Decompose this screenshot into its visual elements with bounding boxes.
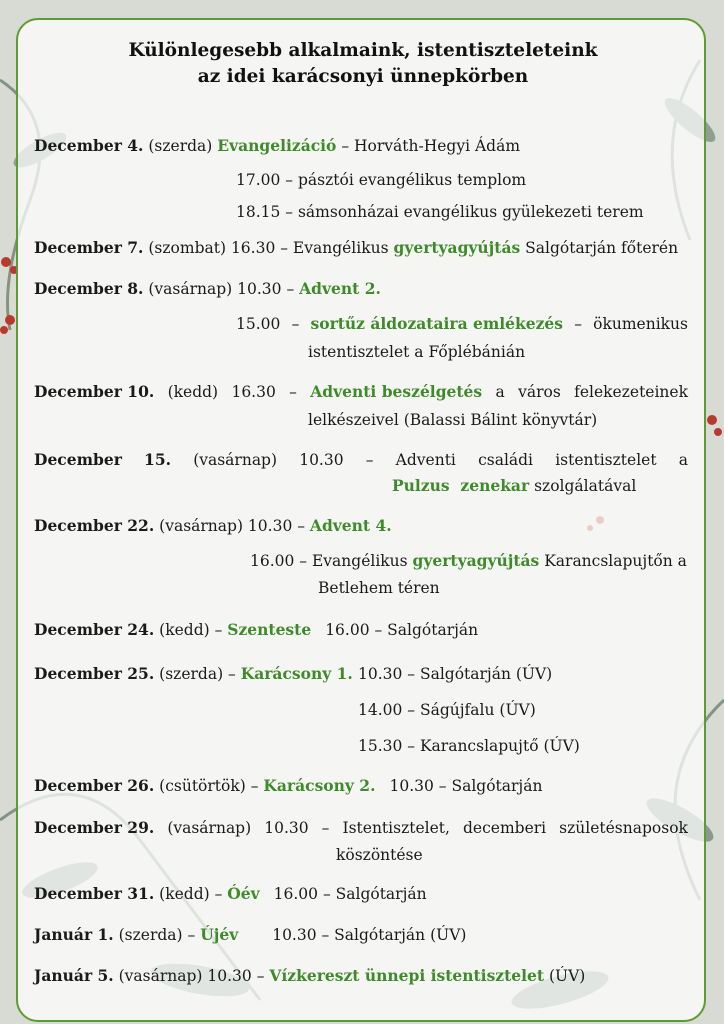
event-dec-25 [34, 664, 353, 684]
event-dec-22 [34, 516, 392, 536]
sub-detail: 16.00 – Evangélikus [250, 552, 413, 570]
sub-detail-end: Karancslapujtőn a [539, 552, 687, 570]
event-word: Istentisztelet, [342, 819, 450, 837]
event-detail: (vasárnap) 10.30 – [113, 967, 270, 985]
event-detail: (vasárnap) 10.30 – [143, 280, 300, 298]
event-detail: (csütörtök) – [154, 777, 264, 795]
event-dec-26 [34, 776, 542, 796]
event-date: December 31. [34, 884, 155, 903]
event-highlight: Advent 2. [299, 279, 381, 298]
sub-dash: – [291, 315, 300, 333]
event-day: (szerda) [143, 137, 218, 155]
event-highlight: Karácsony 2. [263, 776, 376, 795]
event-jan-5 [34, 966, 585, 986]
sub-dash-2: – [574, 315, 582, 333]
event-highlight: gyertyagyújtás [393, 238, 521, 257]
event-date: December 22. [34, 516, 155, 535]
sub-time: 15.00 [236, 315, 281, 333]
event-dash: – [321, 819, 330, 837]
event-dec-22-sub [250, 551, 687, 571]
event-highlight: Evangelizáció [217, 136, 337, 155]
event-detail: (kedd) – [154, 885, 228, 903]
event-word: város [518, 383, 561, 401]
event-detail: (kedd) – [154, 621, 228, 639]
event-word: istentisztelet [555, 451, 657, 469]
event-dec-10 [34, 382, 688, 402]
event-time: 10.30 [299, 451, 344, 469]
event-highlight: Óév [227, 884, 260, 903]
event-word: születésnaposok [559, 819, 688, 837]
event-dec-15-line-2 [392, 476, 636, 496]
schedule-card [16, 18, 706, 1022]
event-detail-end: Salgótarján főterén [520, 239, 679, 257]
event-highlight: Advent 4. [309, 516, 392, 535]
event-day: (vasárnap) [167, 819, 252, 837]
event-date-num: 15. [144, 450, 172, 469]
event-word: Adventi [395, 451, 456, 469]
event-dec-22-sub-line-2: Betlehem téren [318, 579, 440, 597]
event-jan-1 [34, 925, 466, 945]
event-dec-4 [34, 136, 520, 156]
event-date: Január 1. [34, 925, 114, 944]
event-word: családi [478, 451, 534, 469]
event-dec-10-line-2: lelkészeivel (Balassi Bálint könyvtár) [308, 411, 598, 429]
event-dash: – [289, 383, 297, 401]
event-day: (kedd) [167, 383, 219, 401]
event-date: December 4. [34, 136, 144, 155]
event-dec-29 [34, 818, 688, 838]
event-detail-end: 10.30 – Salgótarján (ÚV) [272, 926, 467, 944]
event-highlight: Újév [200, 925, 239, 944]
event-word: decemberi [463, 819, 547, 837]
event-dec-8 [34, 279, 381, 299]
event-detail: szolgálatával [529, 477, 637, 495]
event-dec-31 [34, 884, 427, 904]
event-detail: – Horváth-Hegyi Ádám [336, 137, 521, 155]
event-highlight: Szenteste [227, 620, 312, 639]
event-date: December 25. [34, 664, 155, 683]
event-detail-end: (ÚV) [544, 967, 586, 985]
event-dec-29-line-2: köszöntése [336, 846, 423, 864]
event-date: December 10. [34, 382, 155, 401]
event-time: 16.30 [231, 383, 276, 401]
event-highlight: Pulzus zenekar [392, 476, 530, 495]
event-detail-end: 16.00 – Salgótarján [273, 885, 427, 903]
event-highlight: Vízkereszt ünnepi istentisztelet [269, 966, 545, 985]
event-dec-8-sub [236, 314, 688, 334]
event-detail: (szerda) – [154, 665, 241, 683]
event-detail: (szombat) 16.30 – Evangélikus [143, 239, 394, 257]
event-dec-24 [34, 620, 478, 640]
event-dec-4-sub-1: 17.00 – pásztói evangélikus templom [236, 171, 527, 189]
event-date: December [34, 450, 122, 469]
event-highlight: Karácsony 1. [240, 664, 353, 683]
event-dec-15 [34, 450, 688, 470]
title-line-1: Különlegesebb alkalmaink, istentiszteleteink [128, 40, 598, 61]
event-highlight: Adventi beszélgetés [310, 382, 483, 401]
event-date: December 7. [34, 238, 144, 257]
event-word: a [495, 383, 505, 401]
event-date: December 8. [34, 279, 144, 298]
event-date: December 29. [34, 818, 155, 837]
event-detail-end: 16.00 – Salgótarján [325, 621, 479, 639]
event-dec-25-sub-2: 15.30 – Karancslapujtő (ÚV) [358, 737, 580, 755]
event-dec-4-sub-2: 18.15 – sámsonházai evangélikus gyülekezeti terem [236, 203, 644, 221]
event-dec-25-sub-1: 14.00 – Ságújfalu (ÚV) [358, 701, 536, 719]
title-line-2: az idei karácsonyi ünnepkörben [197, 66, 529, 87]
event-time: 10.30 [264, 819, 309, 837]
sub-highlight: sortűz áldozataira emlékezés [310, 314, 564, 333]
event-word: felekezeteinek [574, 383, 688, 401]
page-title [18, 38, 708, 90]
event-word: a [678, 451, 688, 469]
event-dec-7 [34, 238, 678, 258]
sub-highlight: gyertyagyújtás [412, 551, 540, 570]
event-date: Január 5. [34, 966, 114, 985]
event-detail-end: 10.30 – Salgótarján [389, 777, 543, 795]
event-day: (vasárnap) [193, 451, 278, 469]
event-dec-25-time-1: 10.30 – Salgótarján (ÚV) [358, 665, 553, 683]
event-date: December 24. [34, 620, 155, 639]
event-detail: (vasárnap) 10.30 – [154, 517, 310, 535]
event-detail: (szerda) – [113, 926, 201, 944]
sub-word: ökumenikus [593, 315, 688, 333]
event-dec-8-sub-line-2: istentisztelet a Főplébánián [308, 343, 526, 361]
event-date: December 26. [34, 776, 155, 795]
event-dash: – [365, 451, 374, 469]
